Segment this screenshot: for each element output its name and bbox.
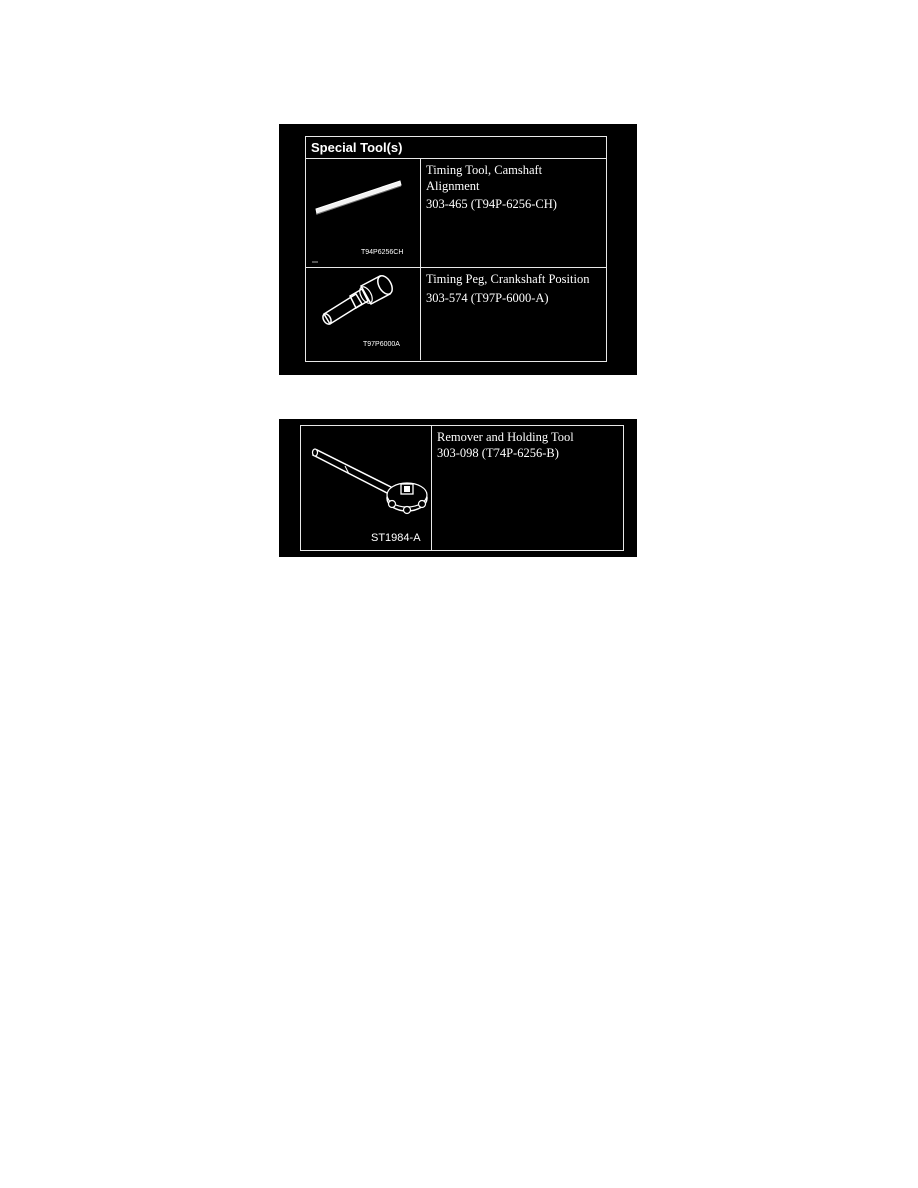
- tool-description: [421, 268, 606, 360]
- tool-number: 303-465 (T94P-6256-CH): [426, 197, 557, 211]
- table-header: Special Tool(s): [306, 137, 606, 159]
- table-row: [306, 159, 606, 268]
- tool-image-cell: [301, 426, 432, 550]
- tool-number: 303-574 (T97P-6000-A): [426, 290, 549, 305]
- special-tools-panel: [279, 124, 637, 375]
- table-row: [306, 268, 606, 360]
- tool-name: Remover and Holding Tool: [437, 430, 574, 444]
- tool-number: 303-098 (T74P-6256-B): [437, 445, 559, 460]
- tool-image-label: ST1984-A: [371, 532, 421, 544]
- tool-image-cell: [306, 268, 421, 360]
- special-tools-table: [305, 136, 607, 362]
- tool-image-label: T97P6000A: [363, 341, 400, 348]
- tool-image-cell: [306, 159, 421, 267]
- tool-description: [432, 426, 623, 550]
- tool-name: Alignment: [426, 178, 480, 193]
- tool-description: [421, 159, 606, 267]
- table-row: [301, 426, 623, 550]
- tool-name: Timing Peg, Crankshaft Position: [426, 272, 590, 286]
- holding-tool-table: [300, 425, 624, 551]
- holding-tool-panel: [279, 419, 637, 557]
- tool-name: Timing Tool, Camshaft: [426, 163, 543, 177]
- tool-image-label: T94P6256CH: [361, 249, 404, 256]
